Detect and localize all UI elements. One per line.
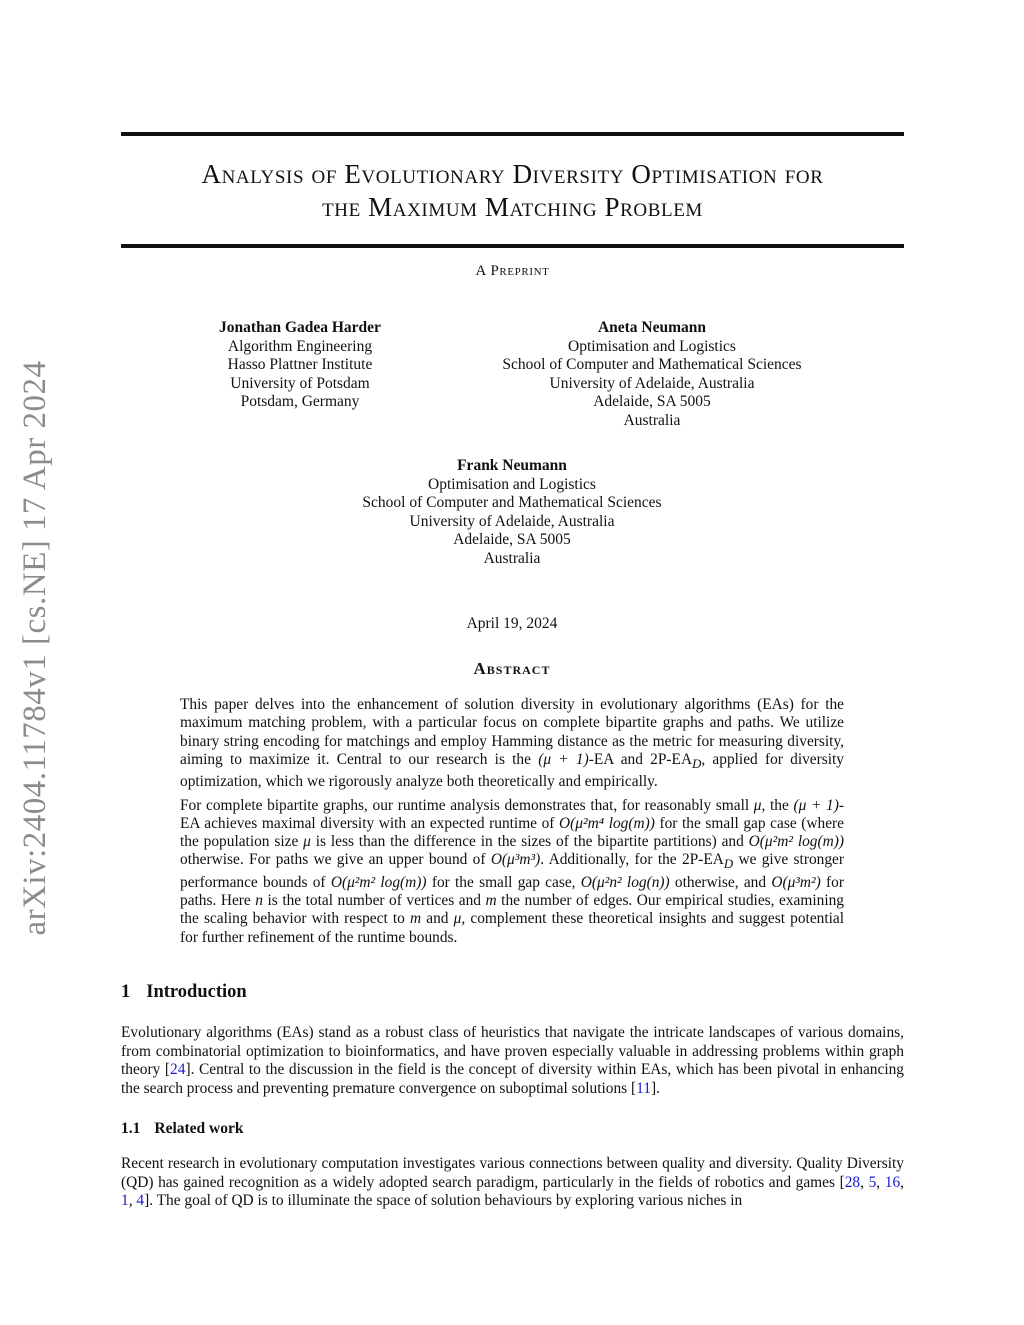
affiliation-line: Australia	[623, 411, 681, 429]
introduction-paragraph: Evolutionary algorithms (EAs) stand as a robust class of heuristics that navigate the intricate landscapes of various domains, from combinatorial optimization to bioinformatics, and have proven especially valuable in addressing problems within graph theory [24]. Central to the discussion in the field is the concept of diversity within EAs, which has been pivotal in enhancing the search process and preventing premature convergence on suboptimal solutions [11].	[121, 1024, 904, 1097]
affiliation-line: Algorithm Engineering	[227, 337, 373, 355]
math: μ	[303, 833, 311, 851]
math: O(μ²m⁴ log(m))	[559, 814, 655, 832]
math: μ	[453, 910, 462, 928]
affiliation-line: School of Computer and Mathematical Sciences	[362, 494, 662, 511]
author-block-2	[452, 319, 852, 430]
subsection-number: 1.1	[121, 1120, 141, 1137]
math: (μ + 1)	[793, 796, 839, 814]
citation-link[interactable]: 5	[868, 1173, 877, 1191]
related-work-paragraph: Recent research in evolutionary computation investigates various connections between quality and diversity. Quality Diversity (QD) has gained recognition as a widely adopted search paradigm, particularly in the fields of robotics and games [28, 5, 16, 1, 4]. The goal of QD is to illuminate the space of solution behaviours by exploring various niches in	[121, 1155, 904, 1209]
math: m	[410, 910, 422, 928]
affiliation-line: Adelaide, SA 5005	[593, 393, 711, 410]
title-line-2: the Maximum Matching Problem	[322, 192, 703, 222]
citation-link[interactable]: 16	[884, 1173, 901, 1191]
author-name: Aneta Neumann	[597, 319, 707, 336]
math: O(μ²m² log(m))	[748, 833, 844, 851]
preprint-label: A Preprint	[475, 263, 550, 279]
citation-link[interactable]: 11	[636, 1079, 651, 1097]
arxiv-identifier: arXiv:2404.11784v1 [cs.NE] 17 Apr 2024	[17, 360, 53, 936]
affiliation-line: Adelaide, SA 5005	[453, 531, 571, 548]
title-rule-bottom	[121, 244, 904, 248]
affiliation-line: Hasso Plattner Institute	[227, 356, 373, 373]
author-name: Frank Neumann	[457, 457, 567, 474]
math: O(μ²n² log(n))	[580, 873, 670, 891]
math: O(μ³m²)	[771, 873, 821, 891]
math: (μ + 1)	[538, 750, 589, 768]
author-name: Jonathan Gadea Harder	[219, 319, 381, 336]
affiliation-line: University of Adelaide, Australia	[409, 512, 615, 530]
title-rule-top	[121, 132, 904, 136]
author-block-3	[312, 457, 712, 568]
math: m	[485, 892, 497, 910]
math: O(μ²m² log(m))	[330, 873, 427, 891]
math: O(μ³m³)	[490, 851, 541, 869]
section-title: Introduction	[146, 982, 247, 1002]
subsection-heading-related-work	[121, 1120, 904, 1138]
affiliation-line: University of Adelaide, Australia	[549, 374, 755, 392]
abstract-body	[180, 696, 844, 952]
citation-link[interactable]: 1	[121, 1192, 129, 1209]
affiliation-line: Optimisation and Logistics	[568, 337, 736, 355]
citation-link[interactable]: 24	[170, 1061, 186, 1078]
affiliation-line: School of Computer and Mathematical Sciences	[502, 356, 802, 373]
citation-link[interactable]: 4	[136, 1192, 145, 1209]
abstract-paragraph-2: For complete bipartite graphs, our runtime analysis demonstrates that, for reasonably small μ, the (μ + 1)-EA achieves maximal diversity with an expected runtime of O(μ²m⁴ log(m)) for the small gap case (where the population size μ is less than the difference in the sizes of the bipartite partitions) and O(μ²m² log(m)) otherwise. For paths we give an upper bound of O(μ³m³). Additionally, for the $2P-EA_D$ we give stronger performance bounds of O(μ²m² log(m)) for the small gap case, O(μ²n² log(n)) otherwise, and O(μ³m²) for paths. Here n is the total number of vertices and m the number of edges. Our empirical studies, examining the scaling behavior with respect to m and μ, complement these theoretical insights and suggest potential for further refinement of the runtime bounds.	[180, 796, 845, 946]
subsection-title: Related work	[154, 1120, 244, 1137]
affiliation-line: Australia	[483, 549, 541, 567]
publication-date: April 19, 2024	[466, 615, 558, 632]
math: μ	[753, 796, 762, 814]
title-line-1: Analysis of Evolutionary Diversity Optimisation for	[201, 159, 824, 189]
section-number: 1	[121, 982, 131, 1002]
abstract-heading: Abstract	[473, 659, 551, 678]
abstract-paragraph-1: This paper delves into the enhancement of solution diversity in evolutionary algorithms (EAs) for the maximum matching problem, with a particular focus on complete bipartite graphs and paths. We utilize binary string encoding for matchings and employ Hamming distance as the metric for measuring diversity, aiming to maximize it. Central to our research is the (μ + 1)-EA and $2P-EA_D$, applied for diversity optimization, which we rigorously analyze both theoretically and empirically.	[180, 696, 844, 791]
paper-title	[121, 158, 904, 224]
affiliation-line: University of Potsdam	[230, 374, 370, 392]
math: n	[255, 892, 263, 910]
author-block-1	[180, 319, 420, 412]
citation-link[interactable]: 28	[844, 1173, 861, 1191]
math-subscript: D	[723, 857, 734, 872]
affiliation-line: Optimisation and Logistics	[428, 475, 596, 493]
section-heading-introduction	[121, 982, 904, 1003]
math-subscript: D	[692, 756, 702, 771]
affiliation-line: Potsdam, Germany	[240, 393, 360, 410]
